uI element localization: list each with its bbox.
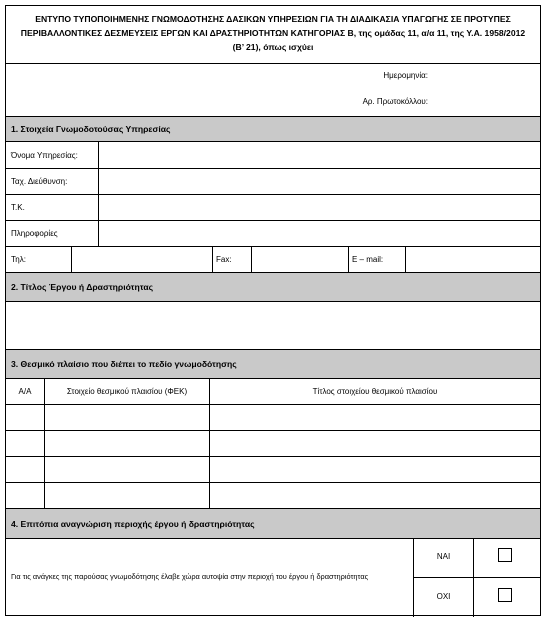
address-label: Ταχ. Διεύθυνση: bbox=[11, 177, 68, 186]
form-title-line-1: ΕΝΤΥΠΟ ΤΥΠΟΠΟΙΗΜΕΝΗΣ ΓΝΩΜΟΔΟΤΗΣΗΣ ΔΑΣΙΚΩΝ ΥΠΗΡΕΣΙΩΝ ΓΙΑ ΤΗ ΔΙΑΔΙΚΑΣΙΑ ΥΠΑΓΩΓΗΣ ΣΕ ΠΡΟΤΥΠΕΣ bbox=[35, 14, 511, 24]
divider bbox=[405, 246, 406, 272]
divider bbox=[71, 246, 72, 272]
site-inspection-question: Για τις ανάγκες της παρούσας γνωμοδότησης έλαβε χώρα αυτοψία στην περιοχή του έργου ή δραστηριότητας bbox=[11, 572, 369, 581]
section-4-title: 4. Επιτόπια αναγνώριση περιοχής έργου ή δραστηριότητας bbox=[11, 518, 255, 529]
form-title-line-2: ΠΕΡΙΒΑΛΛΟΝΤΙΚΕΣ ΔΕΣΜΕΥΣΕΙΣ ΕΡΓΩΝ ΚΑΙ ΔΡΑΣΤΗΡΙΟΤΗΤΩΝ ΚΑΤΗΓΟΡΙΑΣ Β, της ομάδας 11, α/α 11, της Υ.Α. 1958/2012 bbox=[20, 28, 526, 38]
section-3-title: 3. Θεσμικό πλαίσιο που διέπει το πεδίο γνωμοδότησης bbox=[11, 359, 237, 369]
no-label: ΟΧΙ bbox=[436, 592, 451, 601]
table-cell-aa[interactable] bbox=[7, 405, 44, 430]
table-cell-framework-title[interactable] bbox=[210, 405, 540, 430]
table-cell-aa[interactable] bbox=[7, 457, 44, 482]
form-title bbox=[6, 6, 540, 63]
form-title-line-3: (Β’ 21), όπως ισχύει bbox=[232, 42, 314, 52]
phone-label: Τηλ: bbox=[11, 255, 26, 264]
section-1-title: 1. Στοιχεία Γνωμοδοτούσας Υπηρεσίας bbox=[11, 124, 171, 134]
table-cell-aa[interactable] bbox=[7, 431, 44, 456]
table-cell-framework-title[interactable] bbox=[210, 457, 540, 482]
service-name-label: Όνομα Υπηρεσίας: bbox=[11, 151, 78, 160]
service-name-field[interactable] bbox=[99, 142, 540, 168]
project-title-field[interactable] bbox=[7, 302, 540, 349]
divider bbox=[251, 246, 252, 272]
opinion-form bbox=[5, 5, 541, 616]
column-header-aa: Α/Α bbox=[18, 387, 32, 396]
divider bbox=[212, 246, 213, 272]
section-4-header bbox=[6, 509, 540, 538]
column-header-framework-title: Τίτλος στοιχείου θεσμικού πλαισίου bbox=[312, 387, 438, 396]
address-field[interactable] bbox=[99, 169, 540, 194]
postal-code-field[interactable] bbox=[99, 195, 540, 220]
section-3-header bbox=[6, 350, 540, 378]
table-cell-framework-element[interactable] bbox=[45, 405, 209, 430]
yes-label: ΝΑΙ bbox=[436, 552, 451, 561]
table-cell-framework-element[interactable] bbox=[45, 457, 209, 482]
divider bbox=[209, 378, 210, 508]
divider bbox=[44, 378, 45, 508]
divider bbox=[6, 63, 540, 64]
info-field[interactable] bbox=[99, 221, 540, 246]
divider bbox=[6, 378, 540, 379]
protocol-label: Αρ. Πρωτοκόλλου: bbox=[362, 97, 428, 106]
divider bbox=[413, 577, 540, 578]
divider bbox=[348, 246, 349, 272]
table-cell-framework-element[interactable] bbox=[45, 483, 209, 508]
section-2-header bbox=[6, 273, 540, 301]
column-header-framework-element: Στοιχείο θεσμικού πλαισίου (ΦΕΚ) bbox=[66, 387, 188, 396]
phone-field[interactable] bbox=[72, 247, 212, 272]
table-cell-framework-title[interactable] bbox=[210, 431, 540, 456]
email-label: E – mail: bbox=[352, 255, 384, 264]
divider bbox=[98, 141, 99, 246]
section-1-header bbox=[6, 117, 540, 141]
date-label: Ημερομηνία: bbox=[383, 71, 428, 80]
fax-field[interactable] bbox=[252, 247, 348, 272]
postal-code-label: Τ.Κ. bbox=[11, 203, 25, 212]
table-cell-aa[interactable] bbox=[7, 483, 44, 508]
table-cell-framework-title[interactable] bbox=[210, 483, 540, 508]
section-2-title: 2. Τίτλος Έργου ή Δραστηριότητας bbox=[11, 282, 154, 292]
email-field[interactable] bbox=[406, 247, 540, 272]
no-checkbox[interactable] bbox=[498, 588, 512, 602]
date-field[interactable] bbox=[432, 66, 536, 84]
protocol-number-field[interactable] bbox=[432, 92, 536, 110]
fax-label: Fax: bbox=[216, 255, 232, 264]
table-cell-framework-element[interactable] bbox=[45, 431, 209, 456]
divider bbox=[6, 538, 540, 539]
yes-checkbox[interactable] bbox=[498, 548, 512, 562]
info-label: Πληροφορίες bbox=[11, 229, 58, 238]
